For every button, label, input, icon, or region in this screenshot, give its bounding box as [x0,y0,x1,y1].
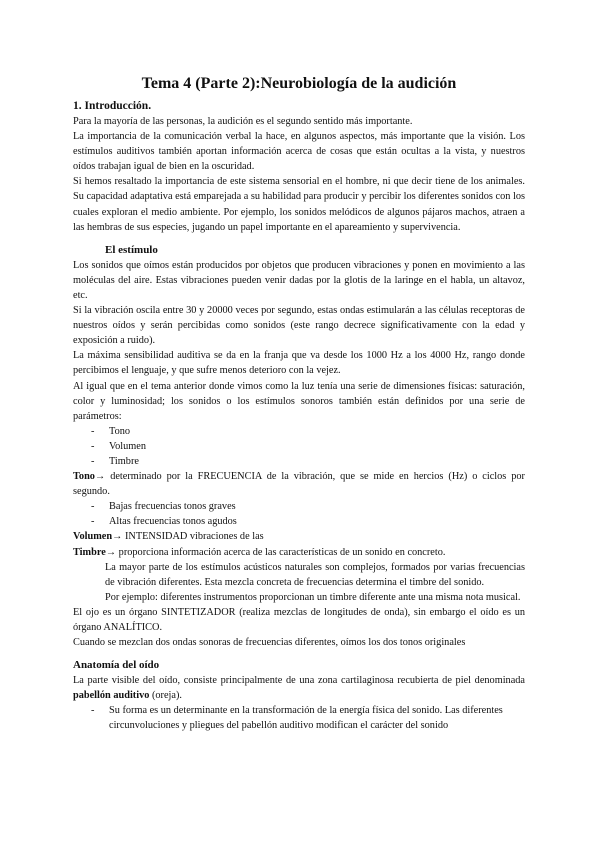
list-item: - Volumen [91,440,146,452]
paragraph: Si hemos resaltado la importancia de este sistema sensorial en el hombre, ni que decir tiene de los animales. Su capacidad adaptativa está emparejada a su habilidad para producir y percibir los diferentes sonidos con los cuales exploran el medio ambiente. Por ejemplo, los sonidos melódicos de algunos pájaros machos, atraen a las hembras de sus especies, jugando un papel importante en el apareamiento y supervivencia. [73,176,525,233]
paragraph: La mayor parte de los estímulos acústicos naturales son complejos, formados por varias frecuencias de vibración diferentes. Esta mezcla concreta de frecuencias determina el timbre del sonido. [105,561,525,588]
document-page [73,74,525,734]
paragraph-tono: Tono→ determinado por la FRECUENCIA de la vibración, que se mide en hercios (Hz) o ciclos por segundo. [73,471,525,498]
paragraph: La máxima sensibilidad auditiva se da en la franja que va desde los 1000 Hz a los 4000 Hz, rango donde percibimos el lenguaje, y que sufre menos deterioro con la vejez. [73,350,525,377]
anatomia-list [73,703,525,733]
paragraph-timbre: Timbre→ proporciona información acerca de las características de un sonido en concreto. [73,546,446,558]
list-item: - Altas frecuencias tonos agudos [91,516,237,528]
section-heading-introduccion: 1. Introducción. [73,100,152,112]
paragraph: El ojo es un órgano SINTETIZADOR (realiza mezclas de longitudes de onda), sin embargo el oído es un órgano ANALÍTICO. [73,606,525,633]
paragraph: La parte visible del oído, consiste principalmente de una zona cartilaginosa recubierta de piel denominada pabellón auditivo (oreja). [73,675,525,702]
page-title: Tema 4 (Parte 2):Neurobiología de la audición [141,75,457,92]
list-item: - Tono [91,425,131,437]
paragraph: Cuando se mezclan dos ondas sonoras de frecuencias diferentes, oímos los dos tonos originales [73,637,466,649]
parameter-list [73,424,525,469]
tono-list [73,499,525,529]
paragraph: Por ejemplo: diferentes instrumentos proporcionan un timbre diferente ante una misma nota musical. [105,591,521,603]
section-heading-estimulo: El estímulo [105,243,158,256]
paragraph: Si la vibración oscila entre 30 y 20000 veces por segundo, estas ondas estimularán a las células receptoras de nuestros oídos y serán percibidas como sonidos (este rango decrece significativamente con la edad y exposición a ruido). [73,305,525,347]
paragraph: Para la mayoría de las personas, la audición es el segundo sentido más importante. [73,116,413,127]
list-item: - Su forma es un determinante en la transformación de la energía física del sonido. Las diferentes circunvoluciones y pliegues del pabellón auditivo modifican el carácter del sonido [91,705,503,732]
paragraph-volumen: Volumen→ INTENSIDAD vibraciones de las [73,531,264,543]
list-item: - Timbre [91,455,139,467]
paragraph: Al igual que en el tema anterior donde vimos como la luz tenía una serie de dimensiones físicas: saturación, color y luminosidad; los sonidos o los estímulos sonoros también están definidos por una serie de parámetros: [73,380,525,422]
section-heading-anatomia: Anatomía del oído [73,659,160,672]
list-item: - Bajas frecuencias tonos graves [91,501,236,513]
paragraph: La importancia de la comunicación verbal la hace, en algunos aspectos, más importante que la visión. Los estímulos auditivos también aportan información acerca de cosas que están ocultas a la vista, y nuestros oídos trabajan igual de bien en la oscuridad. [73,131,525,173]
paragraph: Los sonidos que oímos están producidos por objetos que producen vibraciones y ponen en movimiento a las moléculas del aire. Estas vibraciones pueden venir dadas por la glotis de la laringe en el habla, un altavoz, etc. [73,259,525,301]
